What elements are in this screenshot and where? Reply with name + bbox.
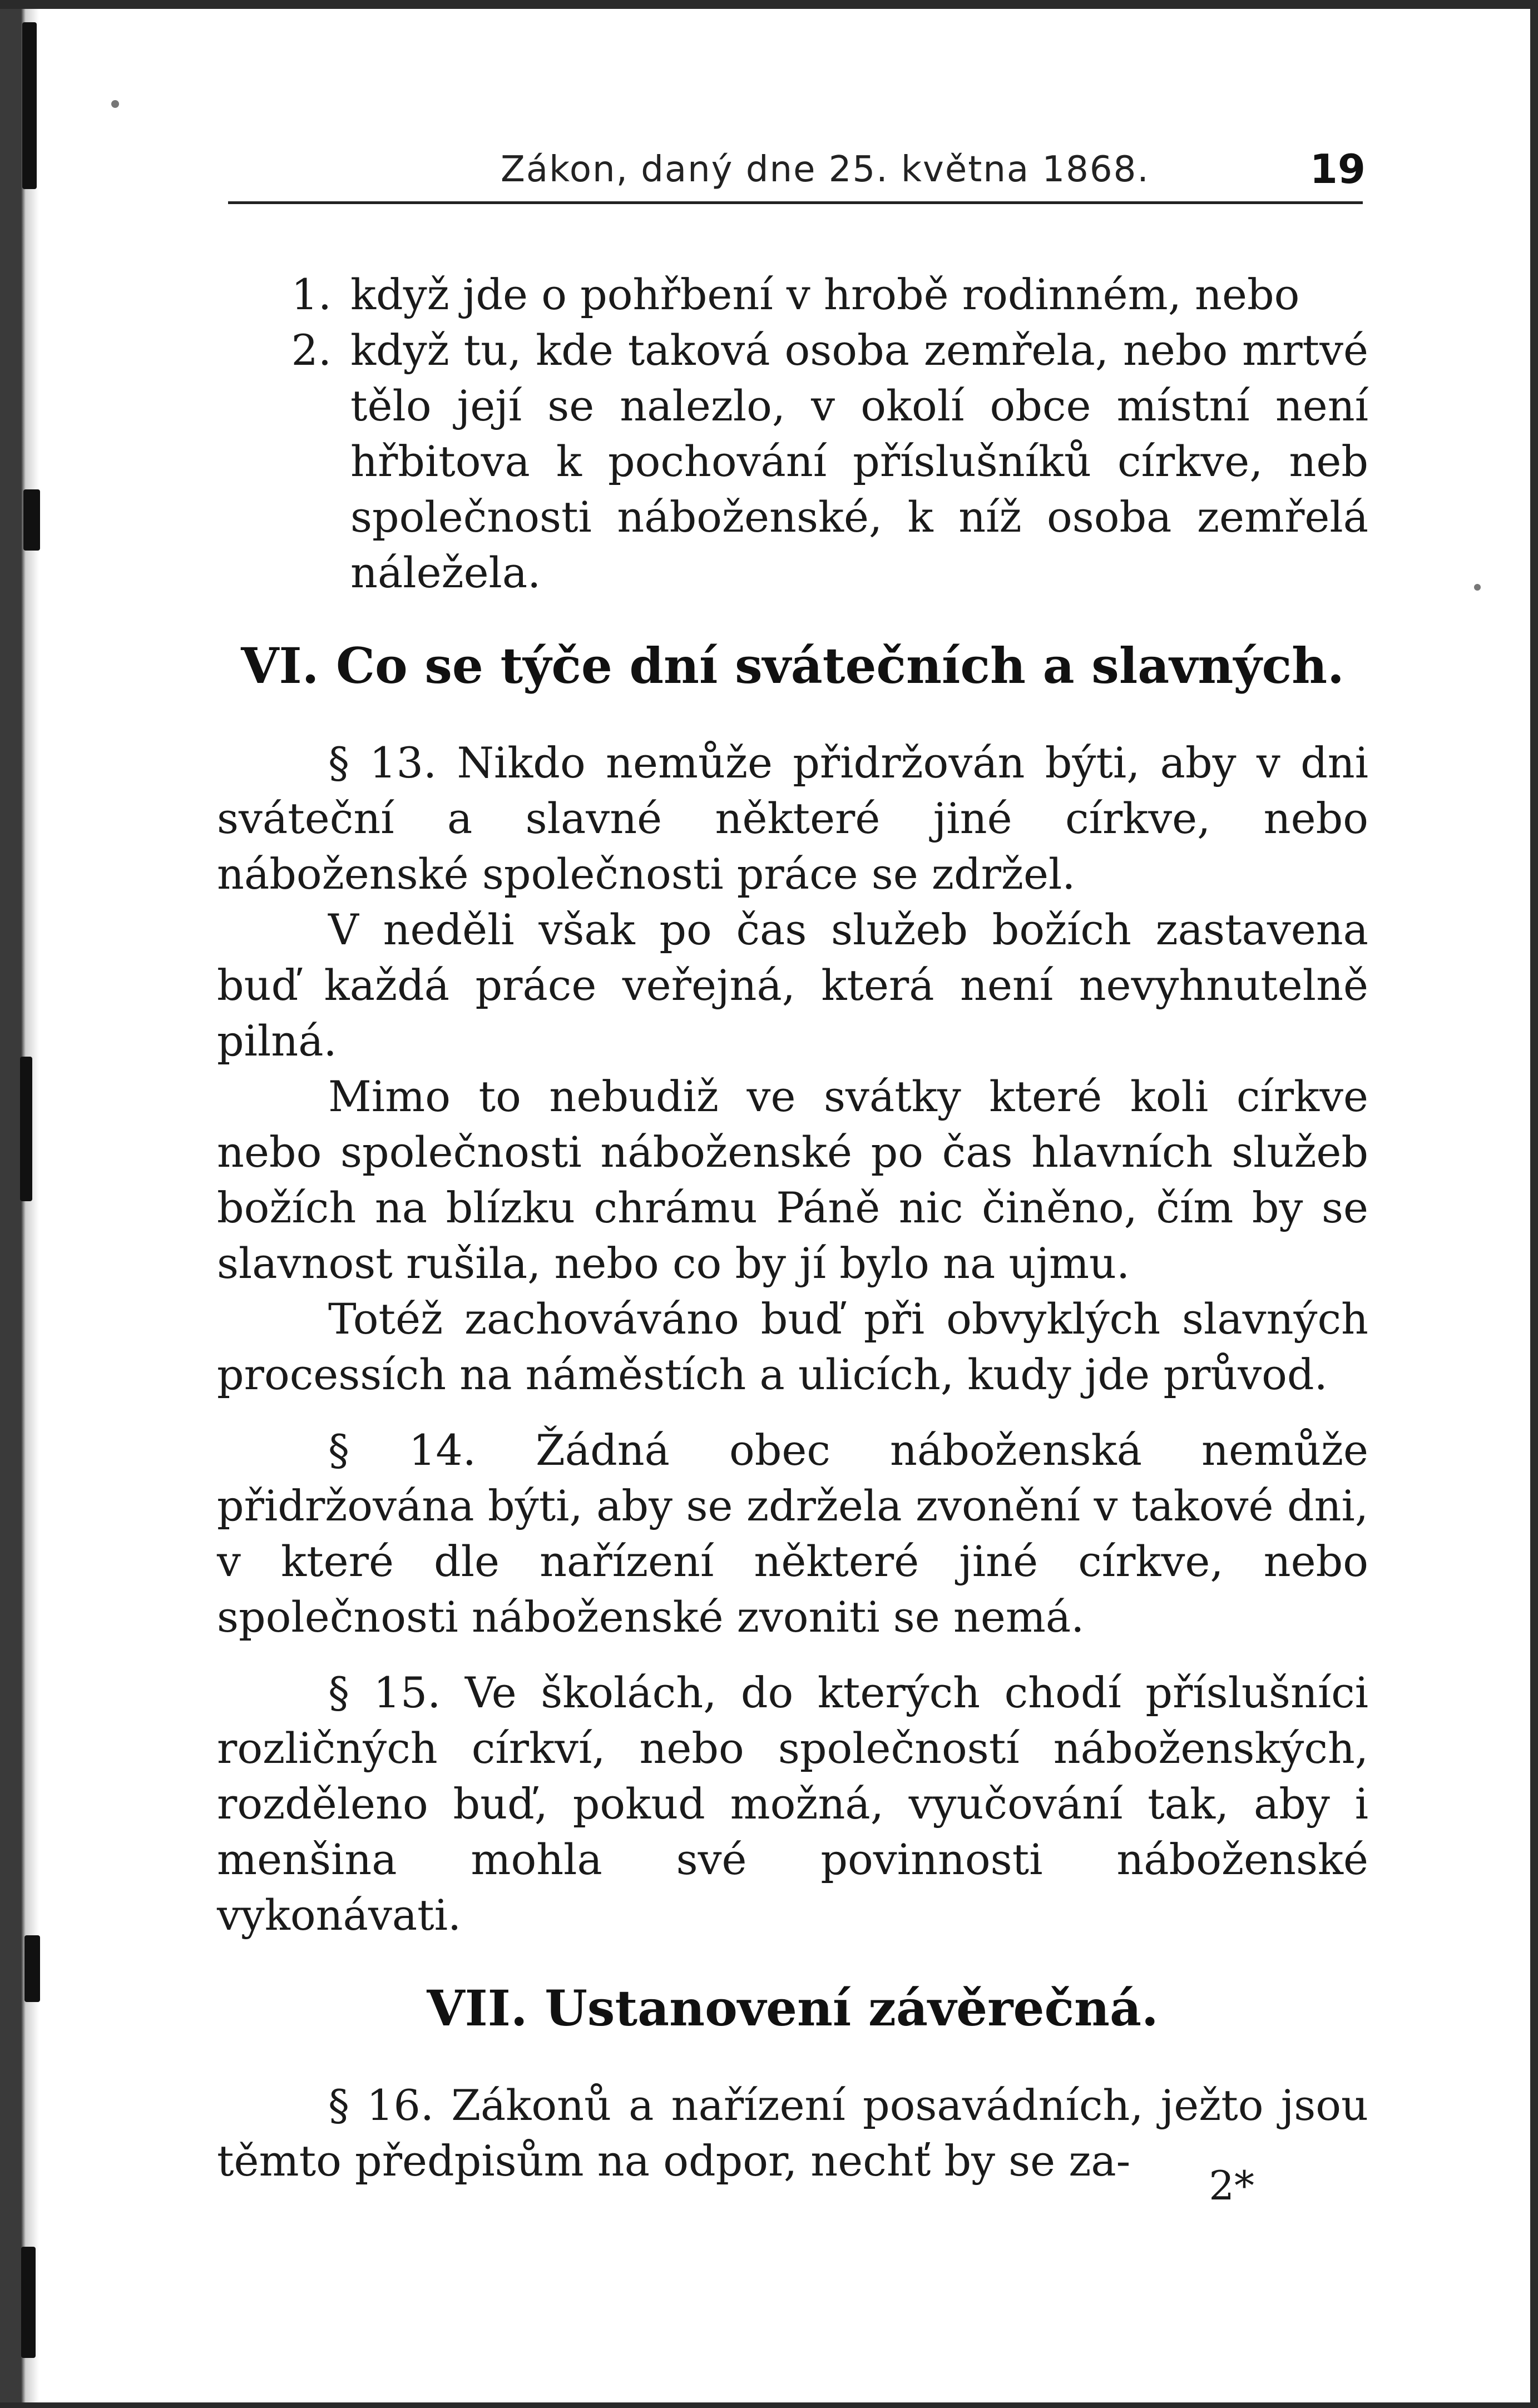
scan-border-top	[0, 0, 1538, 9]
running-title: Zákon, daný dne 25. května 1868.	[501, 149, 1150, 190]
paragraph: V neděli však po čas služeb božích zastavena buď každá práce veřejná, která není nevyhnutelně pilná.	[217, 905, 1368, 1066]
list-item-number: 2.	[291, 325, 332, 375]
scan-border-bottom	[0, 2402, 1538, 2408]
section-heading: VII. Ustanovení závěrečná.	[427, 1979, 1159, 2037]
binding-mark	[22, 22, 37, 189]
paragraph: § 13. Nikdo nemůže přidržován býti, aby v dni sváteční a slavné některé jiné církve, nebo náboženské společnosti práce se zdržel.	[217, 738, 1368, 899]
list-item-text: když tu, kde taková osoba zemřela, nebo mrtvé tělo její se nalezlo, v okolí obce místní není hřbitova k pochování příslušníků církve, neb společnosti náboženské, k níž osoba zemřelá náležela.	[350, 325, 1368, 597]
page-body	[217, 267, 1368, 2189]
stray-dot	[1474, 584, 1481, 591]
page-number: 19	[1309, 146, 1366, 192]
binding-mark	[24, 1935, 40, 2002]
header-rule	[228, 201, 1363, 204]
scan-border-right	[1530, 0, 1538, 2408]
section-heading: VI. Co se týče dní svátečních a slavných.	[241, 637, 1344, 695]
list-item-number: 1.	[291, 270, 332, 319]
binding-edge	[0, 0, 39, 2408]
binding-mark	[20, 1057, 32, 1201]
list-item-text: když jde o pohřbení v hrobě rodinném, nebo	[350, 270, 1300, 319]
list-item	[217, 267, 1368, 323]
signature-mark: 2*	[1209, 2162, 1254, 2209]
paragraph: Totéž zachováváno buď při obvyklých slavných processích na náměstích a ulicích, kudy jde průvod.	[217, 1294, 1368, 1399]
list-item	[217, 323, 1368, 601]
binding-mark	[21, 2247, 36, 2358]
binding-mark	[23, 489, 40, 551]
paragraph: § 16. Zákonů a nařízení posavádních, ježto jsou těmto předpisům na odpor, nechť by se za-	[217, 2080, 1368, 2186]
paragraph: Mimo to nebudiž ve svátky které koli církve nebo společnosti náboženské po čas hlavních služeb božích na blízku chrámu Páně nic činěno, čím by se slavnost rušila, nebo co by jí bylo na ujmu.	[217, 1072, 1368, 1288]
stray-dot	[111, 100, 119, 108]
paragraph: § 15. Ve školách, do kterých chodí příslušníci rozličných církví, nebo společností náboženských, rozděleno buď, pokud možná, vyučování tak, aby i menšina mohla své povinnosti náboženské vykonávati.	[217, 1668, 1368, 1940]
paragraph: § 14. Žádná obec náboženská nemůže přidržována býti, aby se zdržela zvonění v takové dni, v které dle nařízení některé jiné církve, nebo společnosti náboženské zvoniti se nemá.	[217, 1425, 1368, 1642]
